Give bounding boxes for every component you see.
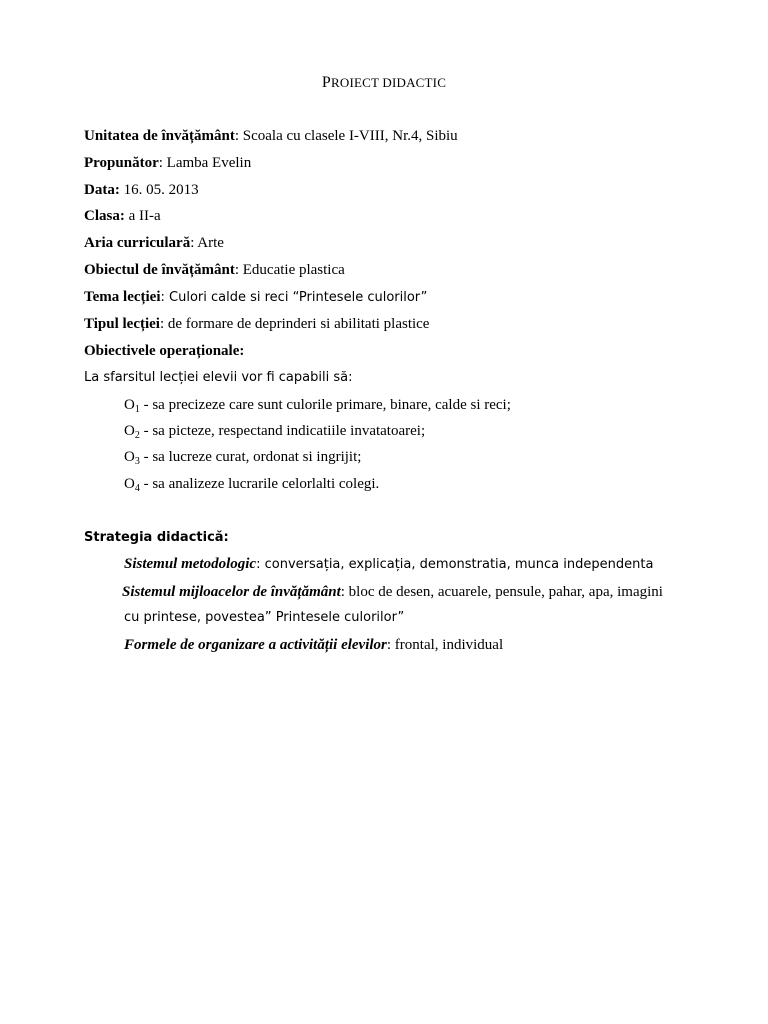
strategy-forme [124,636,503,654]
mijloace-label: Sistemul mijloacelor de învățământ [122,584,341,600]
tipul-value: : de formare de deprinderi si abilitati plastice [159,316,430,332]
strategy-heading: Strategia didactică: [84,530,229,545]
objective-number: 3 [134,456,140,467]
objective-letter: O [124,397,135,413]
objective-text: - sa picteze, respectand indicatiile invatatoarei; [139,423,426,439]
obiectul-label: Obiectul de învățământ [84,262,235,278]
objective-item [124,422,425,445]
field-tema [84,288,427,307]
field-clasa [84,207,161,225]
data-label: Data: [84,182,120,198]
clasa-value: a II-a [124,208,161,224]
forme-value: : frontal, individual [386,637,504,653]
field-obiectivele [84,342,244,360]
objectives-intro: La sfarsitul lecției elevii vor fi capabili să: [84,370,353,385]
unitatea-value: : Scoala cu clasele I-VIII, Nr.4, Sibiu [234,128,458,144]
document-title [0,74,768,92]
clasa-label: Clasa: [84,208,125,224]
title-rest: ROIECT DIDACTIC [331,75,447,90]
objective-text: - sa analizeze lucrarile celorlalti colegi. [139,476,380,492]
field-obiectul [84,261,345,279]
field-tipul [84,315,429,333]
objective-text: - sa precizeze care sunt culorile primare, binare, calde si reci; [139,397,511,413]
obiectivele-label: Obiectivele operaționale: [84,343,245,359]
objective-letter: O [124,423,135,439]
data-value: 16. 05. 2013 [119,182,199,198]
propunator-value: : Lamba Evelin [158,155,252,171]
metodologic-value: : conversația, explicația, demonstratia, munca independenta [256,557,654,572]
objective-number: 2 [134,430,140,441]
objective-text: - sa lucreze curat, ordonat si ingrijit; [139,449,362,465]
field-data [84,181,199,199]
objective-number: 1 [134,404,140,415]
tipul-label: Tipul lecției [84,316,160,332]
aria-label: Aria curriculară [84,235,191,251]
obiectul-value: : Educatie plastica [234,262,345,278]
tema-label: Tema lecției [84,289,161,305]
tema-value: : Culori calde si reci “Printesele culorilor” [160,290,428,305]
mijloace-value: : bloc de desen, acuarele, pensule, pahar, apa, imagini [340,584,663,600]
metodologic-label: Sistemul metodologic [124,556,257,572]
objective-item [124,448,361,471]
aria-value: : Arte [190,235,224,251]
objective-item [124,396,511,419]
field-aria [84,234,224,252]
field-propunator [84,154,251,172]
unitatea-label: Unitatea de învățământ [84,128,235,144]
objective-number: 4 [134,483,140,494]
mijloace-continuation: cu printese, povestea” Printesele culorilor” [124,610,405,625]
strategy-metodologic [124,555,653,574]
propunator-label: Propunător [84,155,159,171]
forme-label: Formele de organizare a activității elevilor [124,637,387,653]
objective-item [124,475,379,498]
objective-letter: O [124,476,135,492]
strategy-mijloace [122,583,663,601]
field-unitatea [84,127,458,145]
objective-letter: O [124,449,135,465]
title-first-letter: P [321,74,332,91]
